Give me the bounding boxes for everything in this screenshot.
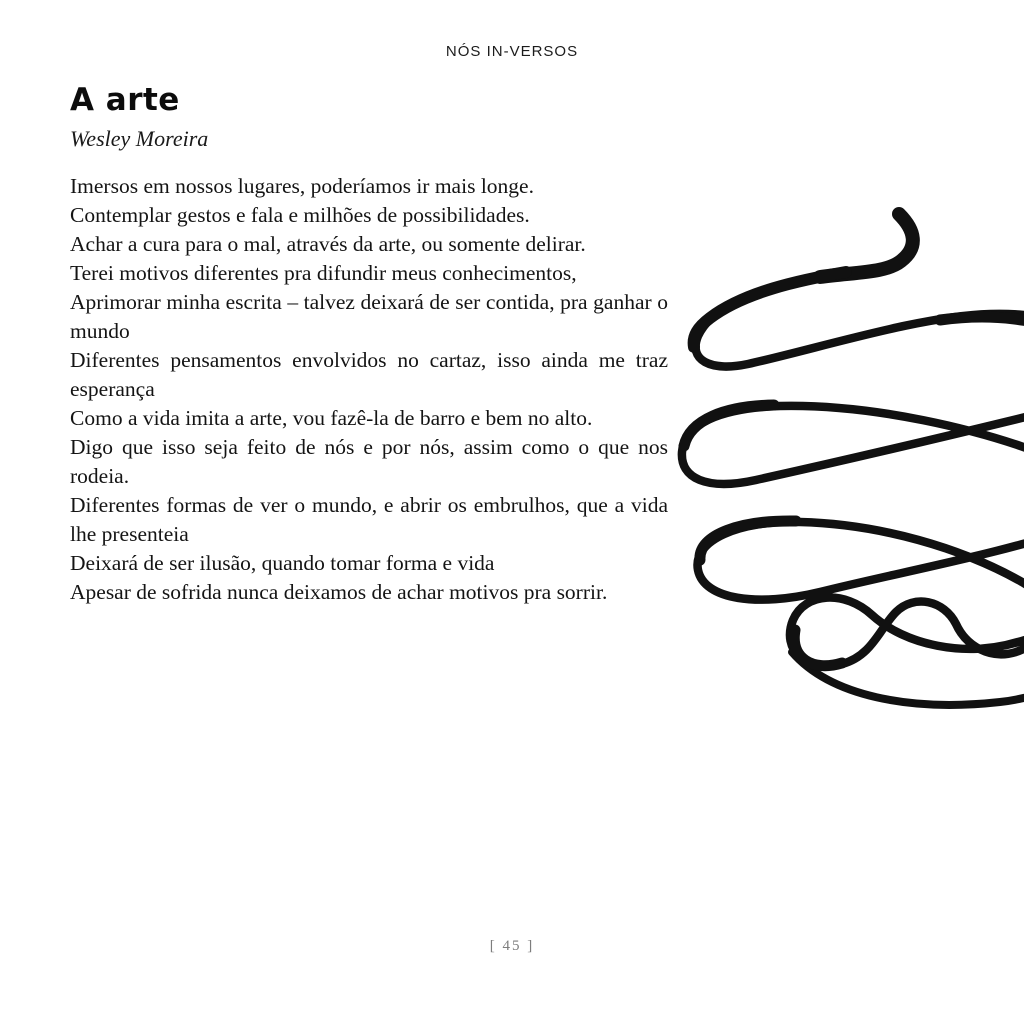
poem-line: Diferentes pensamentos envolvidos no cartaz, isso ainda me traz esperança (70, 348, 668, 401)
poem-line: Como a vida imita a arte, vou fazê-la de barro e bem no alto. (70, 406, 593, 430)
poem-line: Imersos em nossos lugares, poderíamos ir mais longe. (70, 174, 534, 198)
flourish-accent-band2 (684, 405, 774, 446)
flourish-accent-loop (794, 630, 842, 666)
poem-line: Contemplar gestos e fala e milhões de possibilidades. (70, 203, 530, 227)
poem-line: Aprimorar minha escrita – talvez deixará de ser contida, pra ganhar o mundo (70, 290, 668, 343)
flourish-bottom-sweep (792, 652, 1024, 705)
poem-line: Terei motivos diferentes pra difundir meus conhecimentos, (70, 261, 577, 285)
running-header: NÓS IN-VERSOS (445, 43, 579, 60)
poem-body (70, 172, 668, 607)
poem-line: Apesar de sofrida nunca deixamos de achar motivos pra sorrir. (70, 580, 608, 604)
poem-line: Diferentes formas de ver o mundo, e abrir os embrulhos, que a vida lhe presenteia (70, 493, 668, 546)
poem-line: Deixará de ser ilusão, quando tomar forma e vida (70, 551, 495, 575)
flourish-accent-wave (694, 272, 846, 347)
poem-title: A arte (70, 82, 180, 118)
flourish-accent-band3 (700, 521, 796, 560)
poem-author: Wesley Moreira (70, 126, 209, 151)
flourish-main-stroke (682, 215, 1024, 666)
poem-line: Achar a cura para o mal, através da arte, ou somente delirar. (70, 232, 586, 256)
flourish-accent-band1 (940, 317, 1024, 338)
poem-line: Digo que isso seja feito de nós e por nós, assim como o que nos rodeia. (70, 435, 668, 488)
flourish-accent-hook (820, 214, 913, 277)
page-number: [ 45 ] (489, 938, 535, 954)
